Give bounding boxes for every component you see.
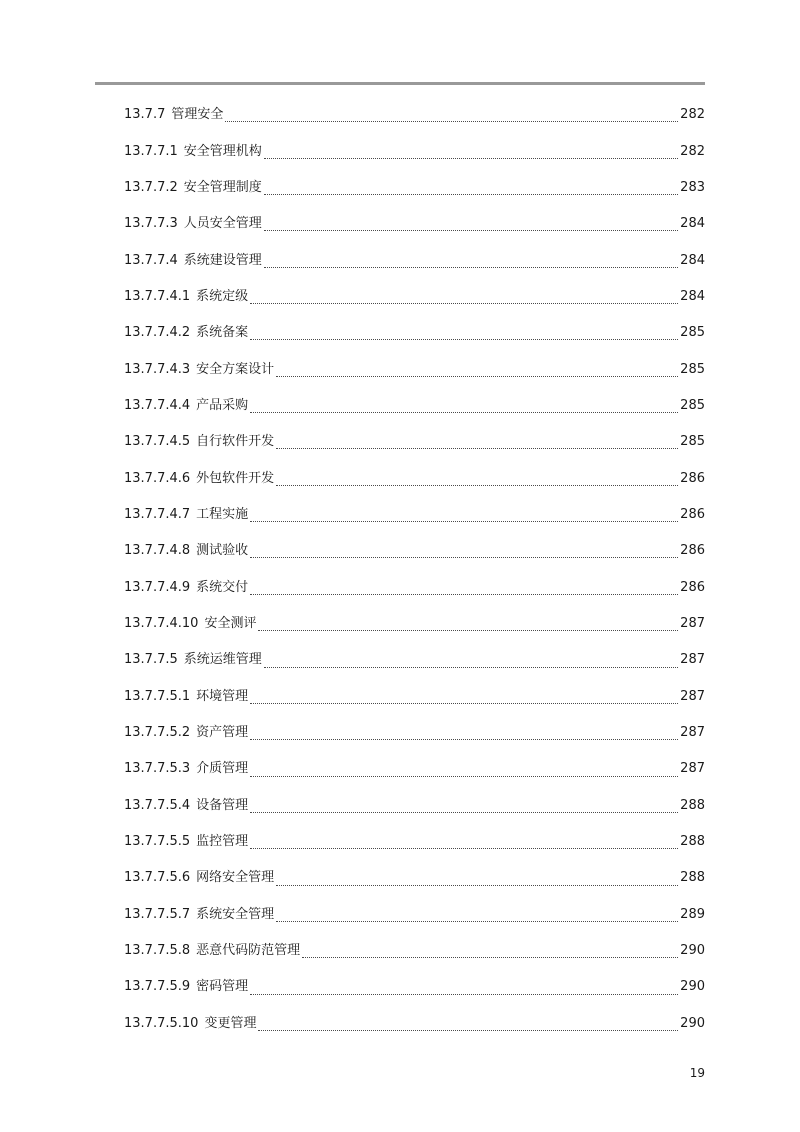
toc-entry[interactable] [124,170,705,206]
toc-entry[interactable] [124,460,705,496]
toc-page-number: 289 [680,906,705,922]
toc-entry[interactable] [124,424,705,460]
toc-entry[interactable] [124,1006,705,1042]
toc-section-title: 管理安全 [171,107,224,123]
toc-entry[interactable] [124,679,705,715]
toc-section-number: 13.7.7.5.2 [124,725,191,741]
toc-page-number: 286 [680,506,705,522]
toc-section-number: 13.7.7.4.8 [124,543,191,559]
toc-section-number: 13.7.7.5.3 [124,761,191,777]
toc-section-title: 系统安全管理 [196,906,275,922]
dot-leader [250,738,678,740]
toc-section-number: 13.7.7.5.6 [124,870,191,886]
toc-entry[interactable] [124,715,705,751]
toc-page-number: 287 [680,688,705,704]
toc-section-number: 13.7.7.5 [124,652,178,668]
toc-section-number: 13.7.7.5.4 [124,797,191,813]
toc-page-number: 285 [680,361,705,377]
toc-page-number: 282 [680,143,705,159]
toc-entry[interactable] [124,388,705,424]
dot-leader [276,447,678,449]
toc-entry[interactable] [124,606,705,642]
toc-entry[interactable] [124,133,705,169]
toc-section-number: 13.7.7.4.6 [124,470,191,486]
dot-leader [250,556,678,558]
toc-page-number: 288 [680,870,705,886]
toc-section-number: 13.7.7.4.7 [124,506,191,522]
toc-entry[interactable] [124,315,705,351]
toc-section-title: 监控管理 [196,834,249,850]
dot-leader [264,266,678,268]
page-number: 19 [689,1066,705,1080]
toc-section-number: 13.7.7.5.8 [124,943,191,959]
dot-leader [250,593,678,595]
toc-page-number: 287 [680,761,705,777]
toc-section-title: 产品采购 [196,397,249,413]
toc-page-number: 283 [680,179,705,195]
toc-entry[interactable] [124,751,705,787]
toc-section-number: 13.7.7.4 [124,252,178,268]
toc-section-title: 设备管理 [196,797,249,813]
toc-page-number: 288 [680,834,705,850]
toc-page-number: 287 [680,652,705,668]
toc-section-number: 13.7.7.4.4 [124,397,191,413]
dot-leader [264,229,678,231]
dot-leader [264,157,678,159]
toc-section-title: 安全管理制度 [183,179,262,195]
toc-page-number: 282 [680,107,705,123]
toc-section-title: 系统运维管理 [183,652,262,668]
toc-entry[interactable] [124,969,705,1005]
dot-leader [225,120,678,122]
dot-leader [276,920,678,922]
toc-entry[interactable] [124,206,705,242]
dot-leader [250,338,678,340]
dot-leader [258,629,678,631]
toc-page-number: 285 [680,434,705,450]
toc-page-number: 285 [680,325,705,341]
dot-leader [264,666,678,668]
toc-entry[interactable] [124,860,705,896]
header-rule [95,82,705,85]
toc-section-number: 13.7.7.3 [124,216,178,232]
toc-section-number: 13.7.7.4.2 [124,325,191,341]
toc-section-title: 资产管理 [196,725,249,741]
toc-section-title: 环境管理 [196,688,249,704]
toc-page-number: 290 [680,1015,705,1031]
toc-page-number: 284 [680,216,705,232]
toc-section-title: 外包软件开发 [196,470,275,486]
dot-leader [276,484,678,486]
toc-section-number: 13.7.7.4.5 [124,434,191,450]
toc-section-title: 自行软件开发 [196,434,275,450]
toc-section-title: 安全测评 [204,615,257,631]
toc-section-number: 13.7.7.4.3 [124,361,191,377]
toc-section-title: 系统建设管理 [183,252,262,268]
toc-page-number: 284 [680,252,705,268]
toc-section-title: 变更管理 [204,1015,257,1031]
toc-page-number: 286 [680,579,705,595]
toc-entry[interactable] [124,788,705,824]
dot-leader [250,811,678,813]
toc-section-number: 13.7.7.5.9 [124,979,191,995]
table-of-contents [124,97,705,1042]
toc-section-title: 工程实施 [196,506,249,522]
toc-section-title: 安全管理机构 [183,143,262,159]
toc-entry[interactable] [124,242,705,278]
toc-section-title: 人员安全管理 [183,216,262,232]
toc-entry[interactable] [124,897,705,933]
toc-page-number: 286 [680,470,705,486]
toc-section-title: 介质管理 [196,761,249,777]
dot-leader [276,375,678,377]
toc-section-number: 13.7.7.4.9 [124,579,191,595]
toc-entry[interactable] [124,642,705,678]
toc-section-title: 系统备案 [196,325,249,341]
toc-entry[interactable] [124,279,705,315]
toc-section-number: 13.7.7.2 [124,179,178,195]
toc-page-number: 287 [680,615,705,631]
toc-section-number: 13.7.7 [124,107,166,123]
toc-page-number: 290 [680,943,705,959]
dot-leader [250,993,678,995]
toc-section-number: 13.7.7.5.5 [124,834,191,850]
dot-leader [250,302,678,304]
dot-leader [250,411,678,413]
toc-page-number: 288 [680,797,705,813]
dot-leader [264,193,678,195]
toc-entry[interactable] [124,351,705,387]
dot-leader [250,775,678,777]
dot-leader [250,847,678,849]
toc-section-number: 13.7.7.4.1 [124,288,191,304]
toc-section-title: 密码管理 [196,979,249,995]
toc-entry[interactable] [124,97,705,133]
toc-section-number: 13.7.7.4.10 [124,615,199,631]
toc-page-number: 284 [680,288,705,304]
toc-entry[interactable] [124,497,705,533]
toc-section-title: 系统定级 [196,288,249,304]
toc-section-number: 13.7.7.5.1 [124,688,191,704]
toc-section-number: 13.7.7.5.7 [124,906,191,922]
toc-entry[interactable] [124,824,705,860]
toc-section-title: 系统交付 [196,579,249,595]
dot-leader [250,702,678,704]
dot-leader [250,520,678,522]
toc-page-number: 285 [680,397,705,413]
toc-page-number: 287 [680,725,705,741]
toc-section-title: 恶意代码防范管理 [196,943,301,959]
toc-section-number: 13.7.7.1 [124,143,178,159]
toc-section-number: 13.7.7.5.10 [124,1015,199,1031]
toc-entry[interactable] [124,569,705,605]
dot-leader [302,956,678,958]
toc-section-title: 网络安全管理 [196,870,275,886]
toc-page-number: 286 [680,543,705,559]
toc-entry[interactable] [124,533,705,569]
dot-leader [276,884,678,886]
toc-page-number: 290 [680,979,705,995]
toc-section-title: 安全方案设计 [196,361,275,377]
dot-leader [258,1029,678,1031]
toc-section-title: 测试验收 [196,543,249,559]
toc-entry[interactable] [124,933,705,969]
